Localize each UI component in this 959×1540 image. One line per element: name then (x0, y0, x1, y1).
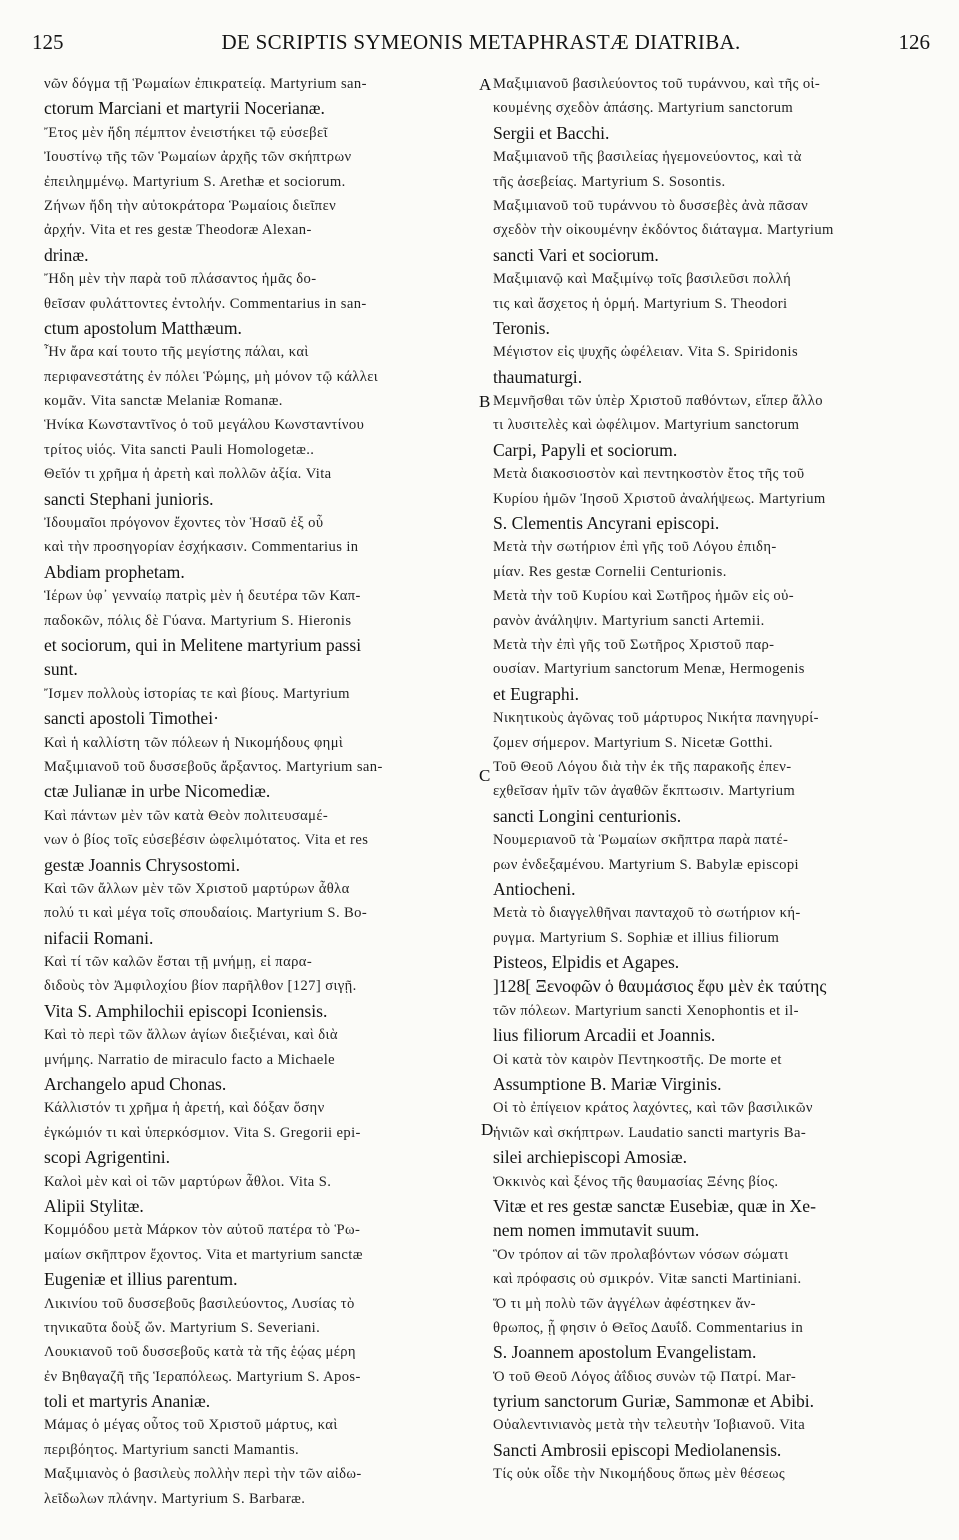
text-line: ctæ Julianæ in urbe Nicomediæ. (44, 781, 271, 802)
text-line: Ἰδουμαῖοι πρόγονον ἔχοντες τὸν Ἡσαῦ ἐξ οὗ (44, 515, 324, 532)
text-line: ρυγμα. Martyrium S. Sophiæ et illius filiorum (493, 929, 780, 946)
text-line: Καὶ τῶν ἄλλων μὲν τῶν Χριστοῦ μαρτύρων ἆθλα (44, 880, 350, 897)
margin-letter-a: A (479, 75, 492, 94)
text-line: ἐγκώμιόν τι καὶ ὑπερκόσμιον. Vita S. Gregorii epi- (44, 1124, 361, 1141)
text-line: Μεμνῆσθαι τῶν ὑπὲρ Χριστοῦ παθόντων, εἴπερ ἄλλο (493, 393, 823, 410)
text-line: νων ὁ βίος τοῖς εὐσεβέσιν ὠφελιμότατος. Vita et res (44, 832, 369, 849)
text-line: silei archiepiscopi Amosiæ. (493, 1147, 687, 1168)
text-line: Eugeniæ et illius parentum. (44, 1269, 238, 1290)
text-line: Μαξιμιανοῦ τοῦ δυσσεβοῦς ἄρξαντος. Martyrium san- (44, 758, 383, 775)
text-line: Ὀκκινὸς καὶ ξένος τῆς θαυμασίας Ξένης βίος. (493, 1173, 779, 1190)
text-line: Καὶ ἡ καλλίστη τῶν πόλεων ἡ Νικομήδους φημὶ (44, 734, 344, 751)
text-line: Ὁ τοῦ Θεοῦ Λόγος ἀΐδιος συνὼν τῷ Πατρί. Mar- (493, 1368, 797, 1385)
text-line: ctorum Marciani et martyrii Nocerianæ. (44, 98, 325, 119)
text-line: τῆς ἀσεβείας. Martyrium S. Sosontis. (493, 173, 726, 190)
text-line: nem nomen immutavit suum. (493, 1220, 700, 1241)
text-line: ἐπειλημμένῳ. Martyrium S. Arethæ et sociorum. (44, 173, 346, 190)
text-line: Ἔτος μὲν ἤδη πέμπτον ἐνειστήκει τῷ εὐσεβεῖ (44, 124, 328, 141)
text-line: ζομεν σήμερον. Martyrium S. Nicetæ Gotthi. (493, 734, 773, 751)
text-line: Ζήνων ἤδη τὴν αὐτοκράτορα Ῥωμαίοις διεῖπεν (44, 197, 337, 214)
text-line: ρανὸν ἀνάληψιν. Martyrium sancti Artemii. (493, 612, 765, 629)
text-line: Μετὰ τὴν σωτήριον ἐπὶ γῆς τοῦ Λόγου ἐπιδη- (493, 539, 777, 556)
text-line: Τίς οὐκ οἶδε τὴν Νικομήδους ὅπως μὲν θέσεως (493, 1466, 786, 1483)
text-line: Ἡνίκα Κωνσταντῖνος ὁ τοῦ μεγάλου Κωνσταντίνου (44, 417, 365, 434)
text-line: Ἦν ἄρα καί τουτο τῆς μεγίστης πάλαι, καὶ (44, 344, 309, 361)
text-line: ρων ἐνδεξαμένου. Martyrium S. Babylæ episcopi (493, 856, 800, 873)
text-line: Οὐαλεντινιανὸς μετὰ τὴν τελευτὴν Ἰοβιανοῦ. Vita (493, 1417, 806, 1434)
text-line: Θεῖόν τι χρῆμα ἡ ἀρετὴ καὶ πολλῶν ἀξία. Vita (44, 466, 332, 483)
text-line: Μαξιμιανοῦ τοῦ τυράννου τὸ δυσσεβὲς ἀνὰ πᾶσαν (493, 197, 809, 214)
text-line: Μετὰ διακοσιοστὸν καὶ πεντηκοστὸν ἔτος τῆς τοῦ (493, 466, 805, 483)
text-line: εχθεῖσαν ἡμῖν τῶν ἀγαθῶν ἔκπτωσιν. Martyrium (493, 783, 796, 800)
text-line: nifacii Romani. (44, 927, 154, 948)
text-line: τις καὶ ἄσχετος ἡ ὁρμή. Martyrium S. Theodori (493, 295, 788, 312)
page-number-right: 126 (898, 30, 930, 54)
text-line: Νουμεριανοῦ τὰ Ῥωμαίων σκῆπτρα παρὰ πατέ- (493, 832, 789, 849)
text-line: Μετὰ τὴν ἐπὶ γῆς τοῦ Σωτῆρος Χριστοῦ παρ- (493, 636, 775, 653)
text-line: ]128[ Ξενοφῶν ὁ θαυμάσιος ἔφυ μὲν ἐκ ταύτης (493, 976, 827, 997)
text-line: S. Clementis Ancyrani episcopi. (493, 513, 720, 534)
text-line: παδοκῶν, πόλις δὲ Γύανα. Martyrium S. Hieronis (44, 612, 352, 629)
text-line: Μαξιμιανοῦ βασιλεύοντος τοῦ τυράννου, καὶ τῆς οἰ- (493, 76, 821, 92)
text-line: Teronis. (493, 317, 550, 338)
text-line: Μάμας ὁ μέγας οὗτος τοῦ Χριστοῦ μάρτυς, καὶ (44, 1417, 338, 1434)
text-line: ἐν Βηθαγαζῆ τῆς Ἱεραπόλεως. Martyrium S. Apos- (44, 1368, 361, 1385)
running-title: DE SCRIPTIS SYMEONIS METAPHRASTÆ DIATRIBA. (221, 30, 741, 54)
right-column (493, 72, 933, 1483)
text-line: διδοὺς τὸν Ἀμφιλοχίου βίον παρῆλθον [127] σιγῇ. (44, 978, 357, 995)
text-line: Καὶ τί τῶν καλῶν ἔσται τῇ μνήμῃ, εἰ παρα- (44, 954, 313, 971)
text-line: Νικητικοὺς ἀγῶνας τοῦ μάρτυρος Νικήτα πανηγυρί- (493, 710, 819, 727)
page-header (32, 30, 930, 66)
text-line: Carpi, Papyli et sociorum. (493, 439, 678, 460)
text-line: τῶν πόλεων. Martyrium sancti Xenophontis et il- (493, 1002, 799, 1019)
text-line: Μαξιμιανοῦ τῆς βασιλείας ἡγεμονεύοντος, καὶ τὰ (493, 149, 802, 166)
text-line: Ἤδη μὲν τὴν παρὰ τοῦ πλάσαντος ἡμᾶς δο- (44, 271, 317, 288)
text-line: Καὶ πάντων μὲν τῶν κατὰ Θεὸν πολιτευσαμέ- (44, 807, 329, 824)
text-line: sancti apostoli Timothei· (44, 708, 219, 729)
text-line: θρωπος, ᾗ φησιν ὁ Θεῖος Δαυΐδ. Commentarius in (493, 1319, 804, 1336)
text-line: πολύ τι καὶ μέγα τοῖς σπουδαίοις. Martyrium S. Bo- (44, 905, 368, 922)
text-line: Antiocheni. (493, 878, 576, 899)
text-line: Μέγιστον εἰς ψυχῆς ὠφέλειαν. Vita S. Spiridonis (493, 344, 799, 361)
text-line: Λικινίου τοῦ δυσσεβοῦς βασιλεύοντος, Λυσίας τὸ (44, 1295, 355, 1312)
text-line: Archangelo apud Chonas. (44, 1074, 227, 1095)
text-line: Μαξιμιανῷ καὶ Μαξιμίνῳ τοῖς βασιλεῦσι πολλή (493, 271, 792, 288)
margin-letter-b: B (479, 392, 491, 411)
text-line: Ἴσμεν πολλοὺς ἱστορίας τε καὶ βίους. Martyrium (44, 685, 350, 702)
text-line: Μετὰ τὴν τοῦ Κυρίου καὶ Σωτῆρος ἡμῶν εἰς οὐ- (493, 588, 795, 605)
margin-letter-d: D (481, 1120, 494, 1139)
text-line: νῶν δόγμα τῇ Ῥωμαίων ἐπικρατείᾳ. Martyrium san- (44, 76, 367, 92)
text-line: κουμένης σχεδὸν ἁπάσης. Martyrium sanctorum (493, 100, 794, 117)
text-line: Οἱ κατὰ τὸν καιρὸν Πεντηκοστῆς. De morte et (493, 1051, 782, 1068)
text-line: sancti Stephani junioris. (44, 488, 214, 509)
text-line: Vitæ et res gestæ sanctæ Eusebiæ, quæ in Xe- (493, 1195, 816, 1216)
text-line: Μετὰ τὸ διαγγελθῆναι πανταχοῦ τὸ σωτήριον κή- (493, 905, 801, 922)
text-line: et Eugraphi. (493, 683, 579, 704)
left-column (44, 72, 484, 1507)
text-line: sancti Vari et sociorum. (493, 244, 659, 265)
text-line: toli et martyris Ananiæ. (44, 1391, 211, 1412)
text-line: Λουκιανοῦ τοῦ δυσσεβοῦς κατὰ τὰ τῆς ἑῴας μέρη (44, 1344, 356, 1361)
text-line: θεῖσαν φυλάττοντες ἐντολήν. Commentarius in san- (44, 295, 367, 312)
text-line: tyrium sanctorum Guriæ, Sammonæ et Abibi. (493, 1391, 815, 1412)
text-line: Κομμόδου μετὰ Μάρκον τὸν αὐτοῦ πατέρα τὸ Ῥω- (44, 1222, 361, 1239)
text-line: Sancti Ambrosii episcopi Mediolanensis. (493, 1439, 782, 1460)
text-line: Ἰουστίνῳ τῆς τῶν Ῥωμαίων ἀρχῆς τῶν σκήπτρων (44, 149, 352, 166)
text-line: ουσίαν. Martyrium sanctorum Menæ, Hermogenis (493, 661, 805, 678)
text-line: Alipii Stylitæ. (44, 1195, 144, 1216)
text-line: μαίων σκῆπτρον ἔχοντος. Vita et martyrium sanctæ (44, 1246, 363, 1263)
text-line: καὶ πρόφασις οὐ σμικρόν. Vitæ sancti Martiniani. (493, 1271, 802, 1288)
text-line: Τοῦ Θεοῦ Λόγου διὰ τὴν ἐκ τῆς παρακοῆς ἐπεν- (493, 758, 792, 775)
text-line: κομᾶν. Vita sanctæ Melaniæ Romanæ. (44, 393, 283, 410)
text-line: Sergii et Bacchi. (493, 122, 610, 143)
text-line: σχεδὸν τὴν οἰκουμένην ἐκδόντος διάταγμα. Martyrium (493, 222, 834, 239)
text-line: μνήμης. Narratio de miraculo facto a Michaele (44, 1051, 336, 1068)
text-line: Ὅ τι μὴ πολὺ τῶν ἀγγέλων ἀφέστηκεν ἄν- (493, 1295, 756, 1312)
text-line: τηνικαῦτα δοὺξ ὤν. Martyrium S. Severiani. (44, 1319, 321, 1336)
text-line: Vita S. Amphilochii episcopi Iconiensis. (44, 1000, 328, 1021)
text-line: Pisteos, Elpidis et Agapes. (493, 952, 680, 973)
text-line: Assumptione B. Mariæ Virginis. (493, 1074, 722, 1095)
margin-letter-c: C (479, 766, 491, 785)
text-line: ctum apostolum Matthæum. (44, 317, 242, 338)
text-line: μίαν. Res gestæ Cornelii Centurionis. (493, 563, 727, 580)
text-line: thaumaturgi. (493, 366, 583, 387)
text-line: περιβόητος. Martyrium sancti Mamantis. (44, 1441, 300, 1458)
text-line: ἡνιῶν καὶ σκήπτρων. Laudatio sancti martyris Ba- (493, 1124, 807, 1141)
text-line: drinæ. (44, 244, 89, 265)
text-line: et sociorum, qui in Melitene martyrium passi (44, 634, 362, 655)
text-line: sunt. (44, 659, 78, 680)
text-line: Μαξιμιανὸς ὁ βασιλεὺς πολλὴν περὶ τὴν τῶν αἰδω- (44, 1466, 362, 1483)
text-line: Ἱέρων ὑφ᾽ γενναίῳ πατρὶς μὲν ἡ δευτέρα τῶν Καπ- (44, 588, 361, 605)
text-line: lius filiorum Arcadii et Joannis. (493, 1025, 716, 1046)
page-number-left: 125 (32, 30, 64, 54)
text-line: Κάλλιστόν τι χρῆμα ἡ ἀρετή, καὶ δόξαν ὅσην (44, 1100, 325, 1117)
text-line: Καλοὶ μὲν καὶ οἱ τῶν μαρτύρων ἆθλοι. Vita S. (44, 1173, 332, 1190)
text-line: Οἱ τὸ ἐπίγειον κράτος λαχόντες, καὶ τῶν βασιλικῶν (493, 1100, 813, 1117)
text-line: καὶ τὴν προσηγορίαν ἐσχήκασιν. Commentarius in (44, 539, 359, 556)
text-line: S. Joannem apostolum Evangelistam. (493, 1342, 757, 1363)
text-line: Ὃν τρόπον αἱ τῶν προλαβόντων νόσων σώματι (493, 1246, 789, 1263)
text-line: Abdiam prophetam. (44, 561, 185, 582)
text-line: περιφανεστάτης ἐν πόλει Ῥώμης, μὴ μόνον τῷ κάλλει (44, 368, 379, 385)
text-line: Κυρίου ἡμῶν Ἰησοῦ Χριστοῦ ἀναλήψεως. Martyrium (493, 490, 826, 507)
text-line: Καὶ τὸ περὶ τῶν ἄλλων ἁγίων διεξιέναι, καὶ διὰ (44, 1027, 338, 1044)
text-line: λεῖδωλων πλάνην. Martyrium S. Barbaræ. (44, 1490, 306, 1507)
text-line: gestæ Joannis Chrysostomi. (44, 854, 240, 875)
text-line: sancti Longini centurionis. (493, 805, 682, 826)
text-line: τι λυσιτελὲς καὶ ὠφέλιμον. Martyrium sanctorum (493, 417, 800, 434)
text-line: τρίτος υἱός. Vita sancti Pauli Homologetæ.. (44, 441, 315, 458)
text-line: ἀρχήν. Vita et res gestæ Theodoræ Alexan- (44, 222, 312, 239)
text-line: scopi Agrigentini. (44, 1147, 171, 1168)
